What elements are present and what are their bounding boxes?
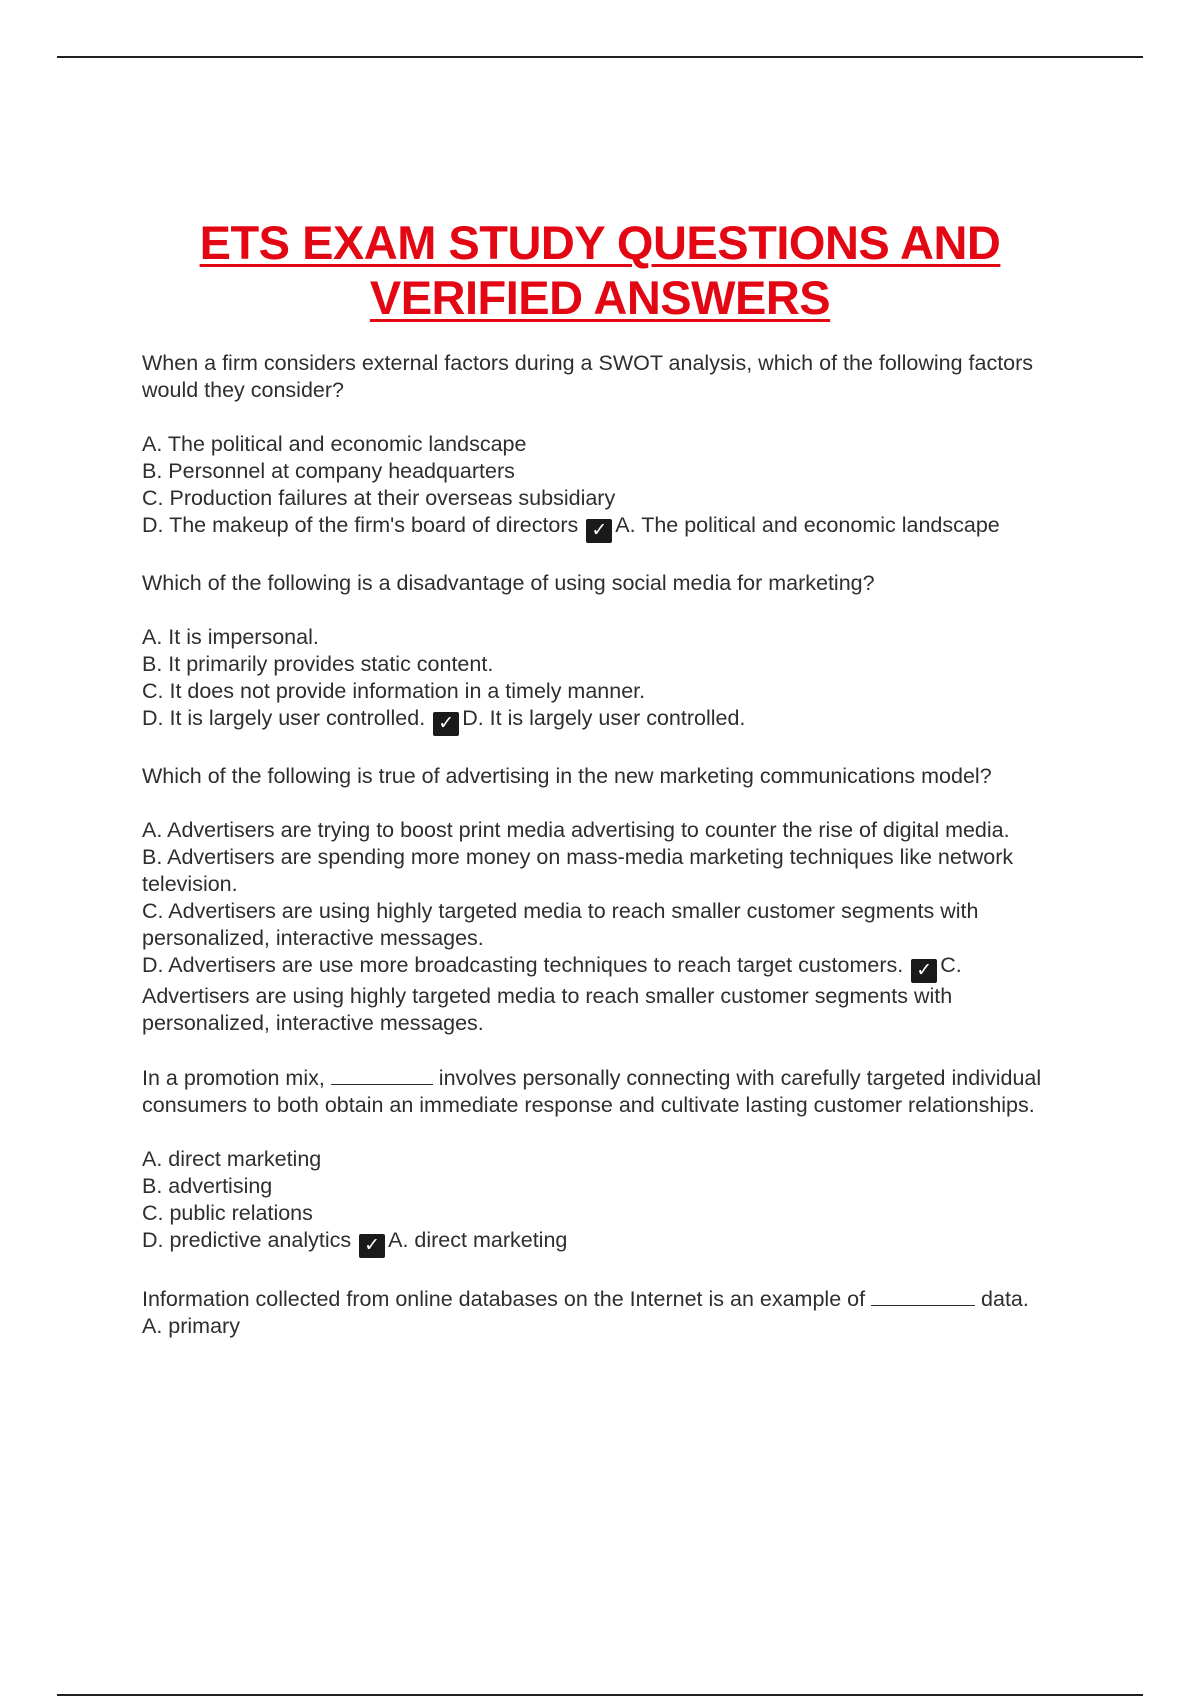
- option: B. advertising: [142, 1174, 273, 1198]
- question-text: In a promotion mix, involves personally connecting with carefully targeted individual consumers to both obtain an immediate response and cultivate lasting customer relationships.: [142, 1066, 1042, 1117]
- verified-answer: D. It is largely user controlled.: [462, 706, 746, 730]
- option-with-answer: [142, 512, 1067, 543]
- question-block: [142, 1285, 1067, 1340]
- option: D. The makeup of the firm's board of directors: [142, 513, 579, 537]
- option: A. primary: [142, 1314, 240, 1338]
- option: A. The political and economic landscape: [142, 432, 527, 456]
- option: A. direct marketing: [142, 1147, 322, 1171]
- verified-answer: C. Advertisers are using highly targeted media to reach smaller customer segments with personalized, interactive messages.: [142, 953, 962, 1035]
- fill-in-blank: [871, 1285, 975, 1306]
- verified-answer: A. direct marketing: [388, 1228, 568, 1252]
- question-text: Information collected from online databases on the Internet is an example of data.: [142, 1287, 1029, 1311]
- question-list: [142, 350, 1067, 1367]
- question-block: [142, 570, 1067, 736]
- question-block: [142, 350, 1067, 543]
- verified-answer: A. The political and economic landscape: [615, 513, 1000, 537]
- option-with-answer: [142, 1227, 1067, 1258]
- page-title: [0, 215, 1200, 325]
- option: C. Advertisers are using highly targeted media to reach smaller customer segments with personalized, interactive messages.: [142, 899, 979, 950]
- option: C. It does not provide information in a timely manner.: [142, 679, 646, 703]
- header-rule: [57, 56, 1143, 58]
- checkmark-icon: ✓: [911, 959, 937, 983]
- option-with-answer: [142, 952, 1067, 1037]
- option: B. It primarily provides static content.: [142, 652, 494, 676]
- question-text: Which of the following is true of advertising in the new marketing communications model?: [142, 764, 992, 788]
- answer-options: [142, 624, 1067, 736]
- question-block: [142, 763, 1067, 1037]
- fill-in-blank: [331, 1064, 433, 1085]
- option: A. Advertisers are trying to boost print media advertising to counter the rise of digital media.: [142, 818, 1010, 842]
- option-with-answer: [142, 705, 1067, 736]
- answer-options: [142, 431, 1067, 543]
- question-text: Which of the following is a disadvantage of using social media for marketing?: [142, 571, 875, 595]
- option: B. Advertisers are spending more money on mass-media marketing techniques like network television.: [142, 845, 1014, 896]
- answer-options: [142, 817, 1067, 1037]
- question-block: [142, 1064, 1067, 1258]
- page-title-line-1: ETS EXAM STUDY QUESTIONS AND: [199, 216, 1001, 269]
- checkmark-icon: ✓: [586, 519, 612, 543]
- option: D. It is largely user controlled.: [142, 706, 426, 730]
- footer-rule: [57, 1694, 1143, 1696]
- question-text: When a firm considers external factors during a SWOT analysis, which of the following factors would they consider?: [142, 351, 1034, 402]
- option: C. public relations: [142, 1201, 313, 1225]
- option: B. Personnel at company headquarters: [142, 459, 515, 483]
- answer-options: [142, 1313, 1067, 1340]
- option: A. It is impersonal.: [142, 625, 319, 649]
- checkmark-icon: ✓: [359, 1234, 385, 1258]
- option: D. Advertisers are use more broadcasting techniques to reach target customers.: [142, 953, 904, 977]
- answer-options: [142, 1146, 1067, 1258]
- option: D. predictive analytics: [142, 1228, 352, 1252]
- page-title-line-2: VERIFIED ANSWERS: [369, 271, 831, 324]
- option: C. Production failures at their overseas subsidiary: [142, 486, 616, 510]
- checkmark-icon: ✓: [433, 712, 459, 736]
